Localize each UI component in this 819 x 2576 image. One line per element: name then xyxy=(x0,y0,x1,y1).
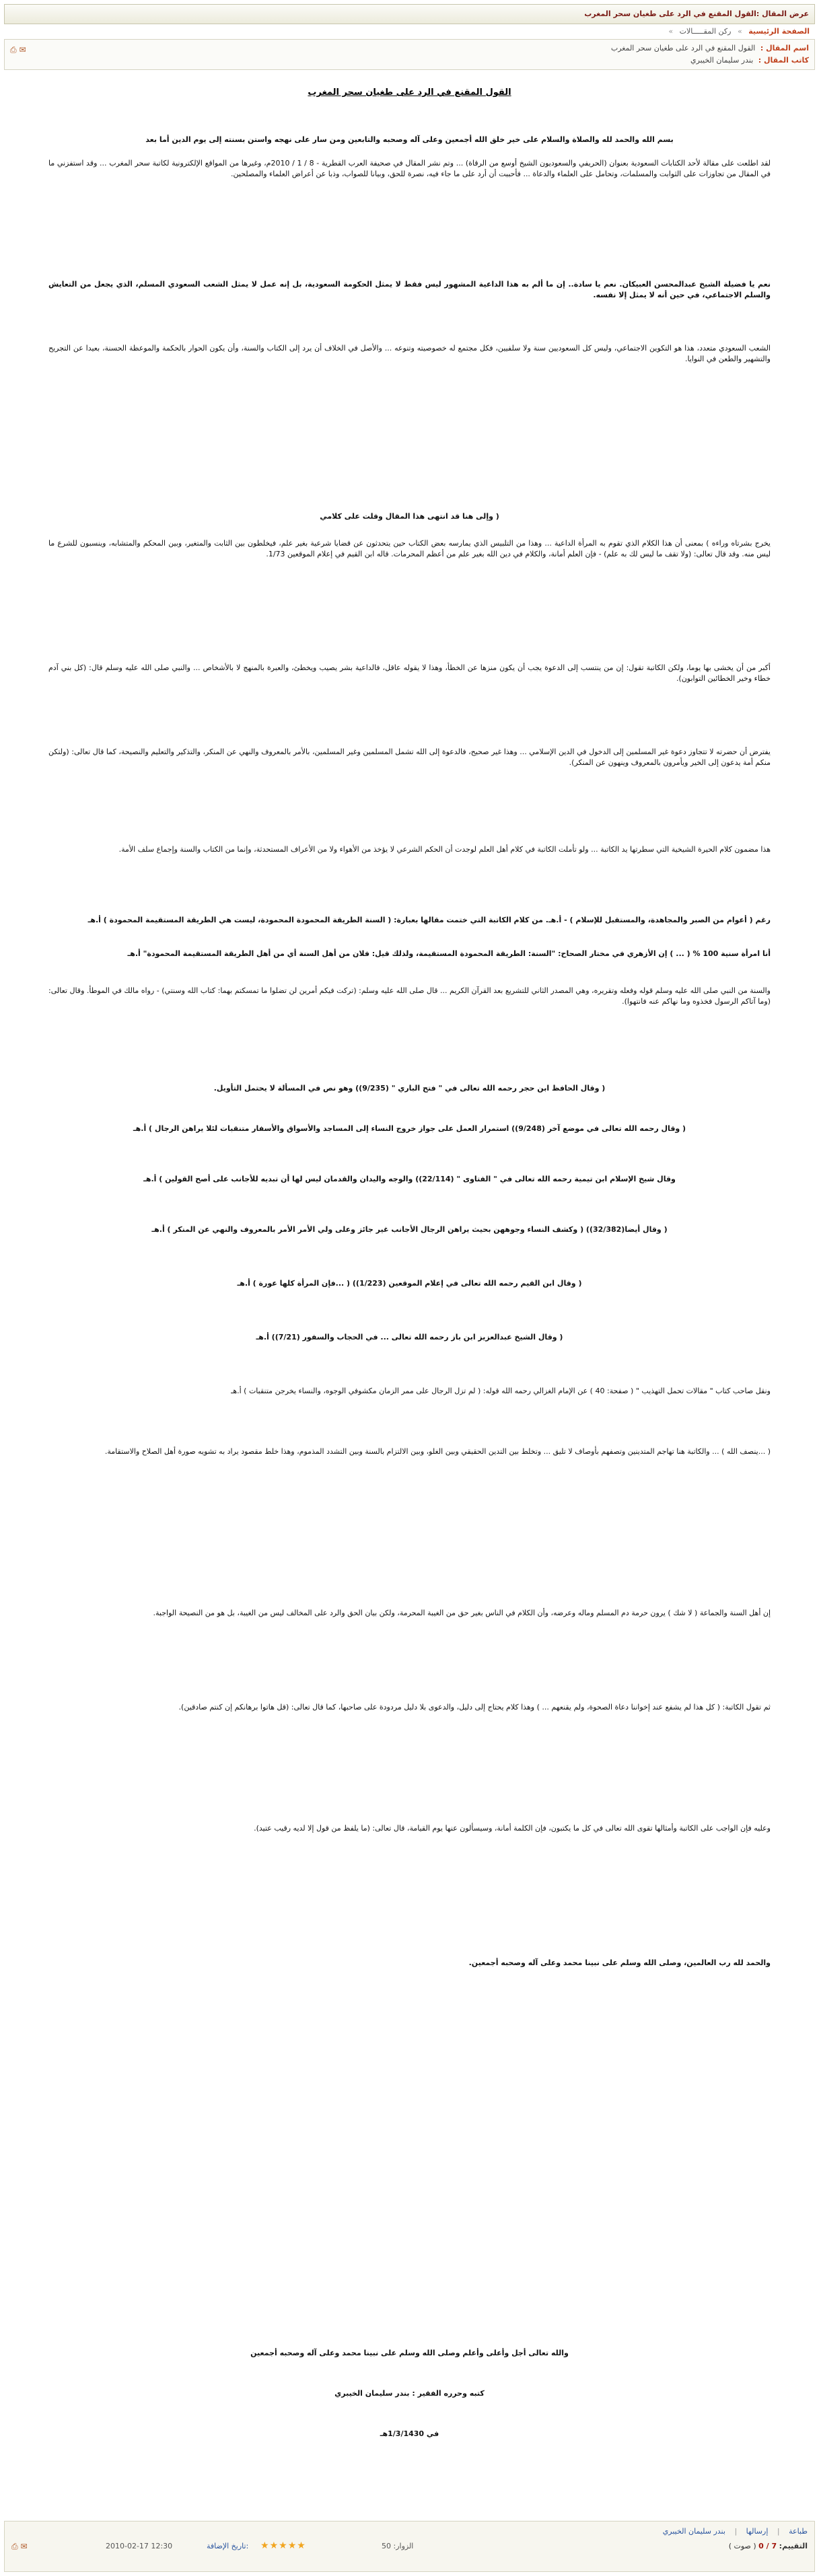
closing-line: والله تعالى أجل وأعلى وأعلم وصلى الله وسلم على نبينا محمد وعلى آله وصحبه أجمعين xyxy=(250,2349,569,2357)
article-title: القول المقنع في الرد على طغيان سحر المغرب xyxy=(308,87,511,98)
star-icon[interactable]: ★ xyxy=(279,2540,288,2551)
paragraph: ( وقال أيضا(32/382)) ( وكشف النساء وجوههن بحيث يراهن الرجال الأجانب غير جائز وعلى ولي الأمر الأمر بالمعروف والنهي عن المنكر ) أ.هـ xyxy=(151,1225,668,1234)
article-info xyxy=(4,39,815,70)
breadcrumb-separator: » xyxy=(737,27,742,36)
paragraph: وعليه فإن الواجب على الكاتبة وأمثالها تقوى الله تعالى في كل ما يكتبون، فإن الكلمة أمانة، وسيسألون عنها يوم القيامة، قال تعالى: (ما يلفظ من قول إلا لديه رقيب عتيد). xyxy=(254,1824,771,1833)
paragraph: إن أهل السنة والجماعة ( لا شك ) يرون حرمة دم المسلم وماله وعرضه، وأن الكلام في الناس بغير حق من الغيبة المحرمة، ولكن بيان الحق والرد على المخالف ليس من الغيبة، بل هو من النصيحة الواجبة. xyxy=(153,1609,771,1617)
paragraph: ( ...ينصف الله ) ... والكاتبة هنا تهاجم المتدينين وتصفهم بأوصاف لا تليق ... وتخلط بين التدين الحقيقي وبين الغلو، وبين الالتزام بالسنة وبين التشدد المذموم، وهذا خلط مقصود يراد به تشويه صورة أهل الصلاح والاستقامة. xyxy=(104,1447,771,1456)
paragraph: رغم ( أعوام من الصبر والمجاهدة، والمستقبل للإسلام ) - أ.هـ. من كلام الكاتبة التي ختمت مقالها بعبارة: ( السنة الطريقة المحمودة المحمودة، ليست هي الطريقة المستقيمة المحمودة ) أ.هـ xyxy=(87,916,771,924)
breadcrumb-separator: » xyxy=(668,27,674,36)
article-name-label: اسم المقال : xyxy=(760,44,809,52)
tool-icons xyxy=(10,45,26,55)
author-signature: كتبه وحرره الفقير : بندر سليمان الخيبري xyxy=(334,2389,485,2398)
mail-icon[interactable]: ✉ xyxy=(19,45,26,54)
breadcrumb-home[interactable]: الصفحة الرئيسية xyxy=(748,27,810,36)
paragraph: والسنة من النبي صلى الله عليه وسلم قوله وفعله وتقريره، وهي المصدر الثاني للتشريع بعد القرآن الكريم ... قال صلى الله عليه وسلم: (تركت فيكم أمرين لن تضلوا ما تمسكتم بهما: كتاب الله وسنتي) - رواه مالك في الموطأ. وقال تعالى: (وما آتاكم الرسول فخذوه وما نهاكم عنه فانتهوا). xyxy=(48,986,771,1006)
print-icon[interactable]: ⎙ xyxy=(11,2542,18,2551)
breadcrumb-articles[interactable]: ركن المقـــــالات xyxy=(679,27,732,36)
article-author-label: كاتب المقال : xyxy=(758,56,809,65)
footer-separator: | xyxy=(734,2527,738,2536)
article-body xyxy=(8,74,811,2438)
article-footer xyxy=(4,2521,815,2572)
star-icon[interactable]: ★ xyxy=(287,2540,297,2551)
paragraph: ( وإلى هنا قد انتهى هذا المقال وقلت على كلامي xyxy=(320,512,499,521)
paragraph: لقد اطلعت على مقالة لأحد الكتابات السعودية بعنوان (الحريفي والسعوديون الشيخ أوسع من الرقاة) ... وتم نشر المقال في صحيفة العرب القطرية - 8 / 1 / 2010م، وغيرها من المواقع الإلكترونية لكاتبة سحر المغرب ... وقد استفزني ما في المقال من تجاوزات على الثوابت والمسلمات، وتحامل على العلماء والدعاة ... فأحببت أن أرد على ما جاء فيه، نصرة للحق، وبيانا للصواب، وذبا عن أعراض العلماء والمصلحين. xyxy=(48,159,771,178)
paragraph: نعم يا فضيلة الشيخ عبدالمحسن العبيكان. نعم يا سادة.. إن ما ألم به هذا الداعية المشهور ليس فقط لا يمثل الحكومة السعودية، بل إنه عمل لا يمثل الشعب السعودي المسلم، الذي يجعل من التعايش والسلم الاجتماعي، في حين أنه لا يمثل إلا نفسه. xyxy=(48,280,771,299)
date-label: تاريخ الإضافة: xyxy=(207,2542,249,2550)
rating-value: 7 / 0 xyxy=(758,2542,777,2550)
paragraph: هذا مضمون كلام الحيرة الشيخية التي سطرتها يد الكاتبة ... ولو تأملت الكاتبة في كلام أهل العلم لوجدت أن الحكم الشرعي لا يؤخذ من الأهواء ولا من الأعراف المستحدثة، وإنما من الكتاب والسنة وإجماع سلف الأمة. xyxy=(118,845,771,854)
paragraph: ثم تقول الكاتبة: ( كل هذا لم يشفع عند إخواننا دعاة الصحوة، ولم يقنعهم ... ) وهذا كلام يحتاج إلى دليل، والدعوى بلا دليل مردودة على صاحبها، كما قال تعالى: (قل هاتوا برهانكم إن كنتم صادقين). xyxy=(178,1703,771,1712)
rating-label: التقييم: xyxy=(779,2542,808,2550)
footer-tool-icons xyxy=(11,2542,28,2552)
star-icon[interactable]: ★ xyxy=(260,2540,270,2551)
paragraph: وقال شيخ الإسلام ابن تيمية رحمه الله تعالى في " الفتاوى " (22/114)) والوجه واليدان والقدمان ليس لها أن تبديه للأجانب على أصح القولين ) أ.هـ xyxy=(143,1175,676,1183)
page-title: عرض المقال :القول المقنع في الرد على طغيان سحر المغرب xyxy=(584,9,809,18)
breadcrumb xyxy=(4,25,815,38)
article-author-row xyxy=(690,56,809,65)
rating-row xyxy=(729,2542,808,2550)
rating-count: ( صوت ) xyxy=(728,2542,756,2550)
footer-links xyxy=(656,2527,808,2536)
paragraph: يخرج بشرتاه وراءه ) بمعنى أن هذا الكلام الذي تقوم به المرأة الداعية ... وهذا من التلبيس الذي يمارسه بعض الكتاب حين يتحدثون عن قضايا شرعية بغير علم، فيخلطون بين الثابت والمتغير، وبين المحكم والمتشابه، وينسبون للشرع ما ليس منه. وقد قال تعالى: (ولا تقف ما ليس لك به علم) - فإن العلم أمانة، والكلام في دين الله بغير علم من أعظم المحرمات. قاله ابن القيم في إعلام الموقعين 1/73. xyxy=(48,539,771,558)
visits xyxy=(382,2542,413,2550)
author-link[interactable]: بندر سليمان الخيبري xyxy=(662,2527,725,2536)
rating-stars[interactable] xyxy=(260,2540,306,2551)
paragraph: ونقل صاحب كتاب " مقالات تحمل التهذيب " ( صفحة: 40 ) عن الإمام الغزالي رحمه الله قوله: ( لم تزل الرجال على ممر الزمان مكشوفي الوجوه، والنساء يخرجن متنقبات ) أ.هـ xyxy=(231,1387,771,1395)
star-icon[interactable]: ★ xyxy=(297,2540,306,2551)
paragraph: ( وقال الحافظ ابن حجر رحمه الله تعالى في " فتح الباري " (9/235)) وهو نص في المسألة لا يحتمل التأويل. xyxy=(213,1084,606,1093)
date-value: 2010-02-17 12:30 xyxy=(106,2542,173,2550)
article-name-row xyxy=(611,44,809,52)
star-icon[interactable]: ★ xyxy=(269,2540,279,2551)
send-link[interactable]: إرسالها xyxy=(746,2527,769,2536)
paragraph: أنا امرأة سنية 100 % ( ... ) إن الأزهري في مختار الصحاح: "السنة: الطريقة المحمودة المستقيمة، ولذلك قيل: فلان من أهل السنة أي من أهل الطريقة المستقيمة المحمودة" أ.هـ xyxy=(127,949,771,958)
mail-icon[interactable]: ✉ xyxy=(20,2542,28,2551)
paragraph: بسم الله والحمد لله والصلاة والسلام على خير خلق الله أجمعين وعلى آله وصحبه والتابعين ومن سار على نهجه واستن بسنته إلى يوم الدين أما بعد xyxy=(145,135,674,144)
visits-label: الزوار: xyxy=(393,2542,414,2550)
header-bar xyxy=(4,4,815,24)
print-icon[interactable]: ⎙ xyxy=(10,45,17,54)
paragraph: أكبر من أن يخشى بها يوما، ولكن الكاتبة تقول: إن من ينتسب إلى الدعوة يجب أن يكون منزها عن الخطأ، وهذا لا يقوله عاقل، فالداعية بشر يصيب ويخطئ، والعبرة بالمنهج لا بالأشخاص ... والنبي صلى الله عليه وسلم قال: (كل بني آدم خطاء وخير الخطائين التوابون). xyxy=(48,663,771,683)
article-date: في 1/3/1430هـ xyxy=(380,2429,439,2438)
footer-separator: | xyxy=(777,2527,780,2536)
print-link[interactable]: طباعة xyxy=(789,2527,808,2536)
paragraph: ( وقال رحمه الله تعالى في موضع آخر (9/248)) استمرار العمل على جواز خروج النساء إلى المساجد والأسواق والأسفار متنقبات لئلا يراهن الرجال ) أ.هـ xyxy=(133,1124,686,1133)
paragraph: يفترض أن حضرته لا تتجاوز دعوة غير المسلمين إلى الدخول في الدين الإسلامي ... وهذا غير صحيح، فالدعوة إلى الله تشمل المسلمين وغير المسلمين، بالأمر بالمعروف والنهي عن المنكر، والتذكير والتعليم والنصيحة، كما قال تعالى: (ولتكن منكم أمة يدعون إلى الخير ويأمرون بالمعروف وينهون عن المنكر). xyxy=(48,747,771,767)
article-author-link[interactable]: بندر سليمان الخيبري xyxy=(690,56,754,65)
paragraph: ( وقال الشيخ عبدالعزيز ابن باز رحمه الله تعالى ... في الحجاب والسفور (7/21)) أ.هـ xyxy=(256,1333,563,1341)
paragraph: الشعب السعودي متعدد، هذا هو التكوين الاجتماعي، وليس كل السعوديين سنة ولا سلفيين، فكل مجتمع له خصوصيته وتنوعه ... والأصل في الخلاف أن يرد إلى الكتاب والسنة، وأن يكون الحوار بالحكمة والموعظة الحسنة، بعيدا عن التجريح والتشهير والطعن في النوايا. xyxy=(48,344,771,363)
visits-value: 50 xyxy=(382,2542,391,2550)
paragraph: ( وقال ابن القيم رحمه الله تعالى في إعلام الموقعين (1/223)) ( ...فإن المرأة كلها عورة ) أ.هـ xyxy=(237,1279,582,1288)
article-name-value: القول المقنع في الرد على طغيان سحر المغرب xyxy=(610,44,756,52)
paragraph: والحمد لله رب العالمين، وصلى الله وسلم على نبينا محمد وعلى آله وصحبه أجمعين. xyxy=(468,1958,771,1967)
